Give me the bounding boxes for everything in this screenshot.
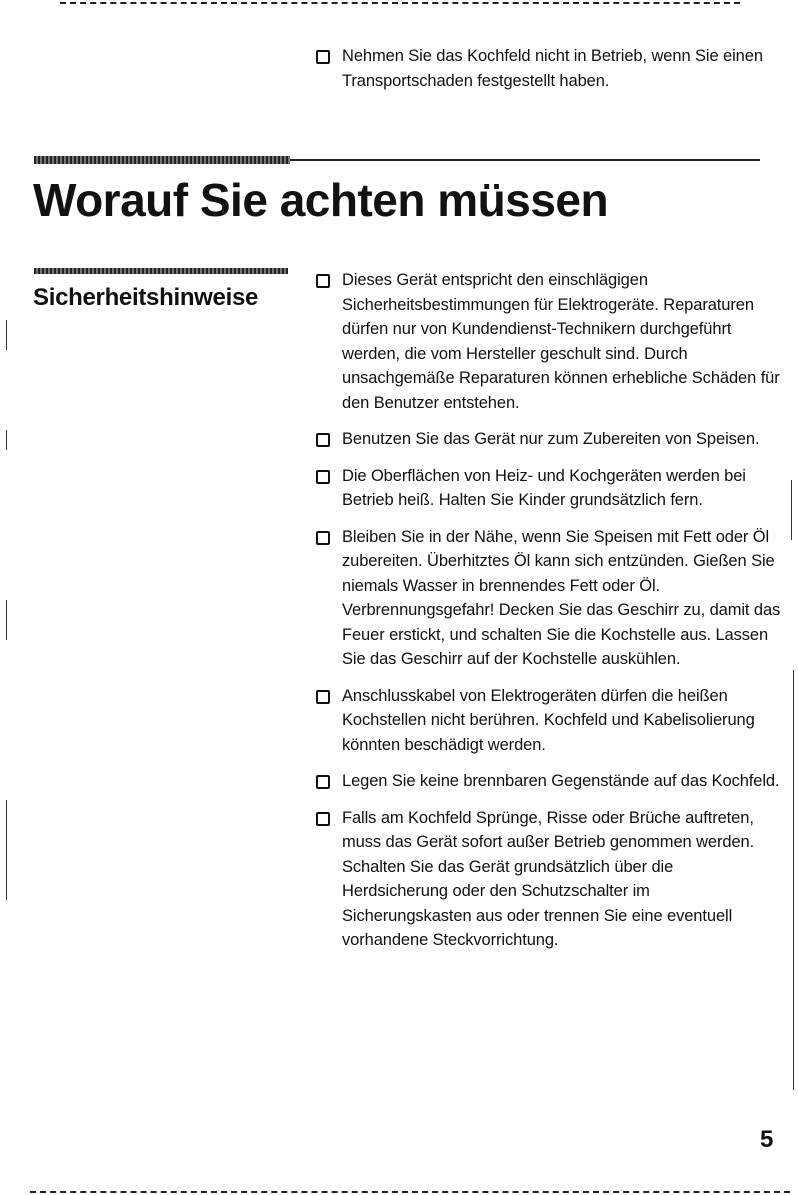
list-item-text: Bleiben Sie in der Nähe, wenn Sie Speisen mit Fett oder Öl zubereiten. Überhitztes Öl kann sich entzünden. Gießen Sie niemals Wasser in brennendes Fett oder Öl. Verbrennungsgefahr! Decken Sie das Geschirr zu, damit das Feuer erstickt, und schalten Sie die Kochstelle aus. Lassen Sie das Geschirr auf der Kochstelle auskühlen. [342, 527, 781, 668]
list-item [316, 684, 782, 758]
list-item-text: Legen Sie keine brennbaren Gegenstände auf das Kochfeld. [342, 772, 780, 790]
scan-margin-mark [6, 800, 7, 900]
subsection-marker-bar [34, 268, 288, 274]
intro-list [316, 44, 766, 93]
checkbox-bullet-icon [316, 50, 330, 64]
scan-margin-mark [791, 480, 792, 540]
page-number: 5 [760, 1126, 774, 1153]
list-item [316, 268, 782, 415]
checkbox-bullet-icon [316, 812, 330, 826]
list-item-text: Die Oberflächen von Heiz- und Kochgeräten werden bei Betrieb heiß. Halten Sie Kinder grundsätzlich fern. [342, 466, 746, 509]
page-title: Worauf Sie achten müssen [33, 174, 609, 226]
scan-margin-mark [6, 430, 7, 450]
checkbox-bullet-icon [316, 690, 330, 704]
list-item-text: Falls am Kochfeld Sprünge, Risse oder Brüche auftreten, muss das Gerät sofort außer Betrieb genommen werden. Schalten Sie das Gerät grundsätzlich über die Herdsicherung oder den Schutzschalter im Sicherungskasten aus oder trennen Sie eine eventuell vorhandene Steckvorrichtung. [342, 808, 755, 949]
list-item [316, 525, 782, 672]
checkbox-bullet-icon [316, 274, 330, 288]
checkbox-bullet-icon [316, 531, 330, 545]
list-item-text: Benutzen Sie das Gerät nur zum Zubereiten von Speisen. [342, 430, 760, 448]
scan-margin-mark [6, 320, 7, 350]
list-item [316, 806, 782, 953]
section-heading: Sicherheitshinweise [33, 284, 259, 311]
scan-margin-mark [6, 600, 7, 640]
safety-list [316, 268, 782, 965]
top-edge-rule [60, 2, 740, 4]
list-item [316, 769, 782, 794]
bottom-edge-rule [30, 1191, 790, 1193]
list-item-text: Nehmen Sie das Kochfeld nicht in Betrieb, wenn Sie einen Transportschaden festgestellt haben. [342, 47, 763, 90]
list-item-text: Dieses Gerät entspricht den einschlägigen Sicherheitsbestimmungen für Elektrogeräte. Reparaturen dürfen nur von Kundendienst-Technikern durchgeführt werden, die vom Hersteller geschult sind. Durch unsachgemäße Reparaturen können erhebliche Schäden für den Benutzer entstehen. [342, 271, 780, 412]
checkbox-bullet-icon [316, 775, 330, 789]
list-item [316, 427, 782, 452]
section-marker-bar [34, 156, 290, 164]
list-item [316, 44, 766, 93]
list-item [316, 464, 782, 513]
list-item-text: Anschlusskabel von Elektrogeräten dürfen die heißen Kochstellen nicht berühren. Kochfeld und Kabelisolierung könnten beschädigt werden. [342, 686, 755, 754]
scan-margin-mark [793, 670, 794, 1090]
checkbox-bullet-icon [316, 470, 330, 484]
checkbox-bullet-icon [316, 433, 330, 447]
section-divider [290, 159, 760, 161]
